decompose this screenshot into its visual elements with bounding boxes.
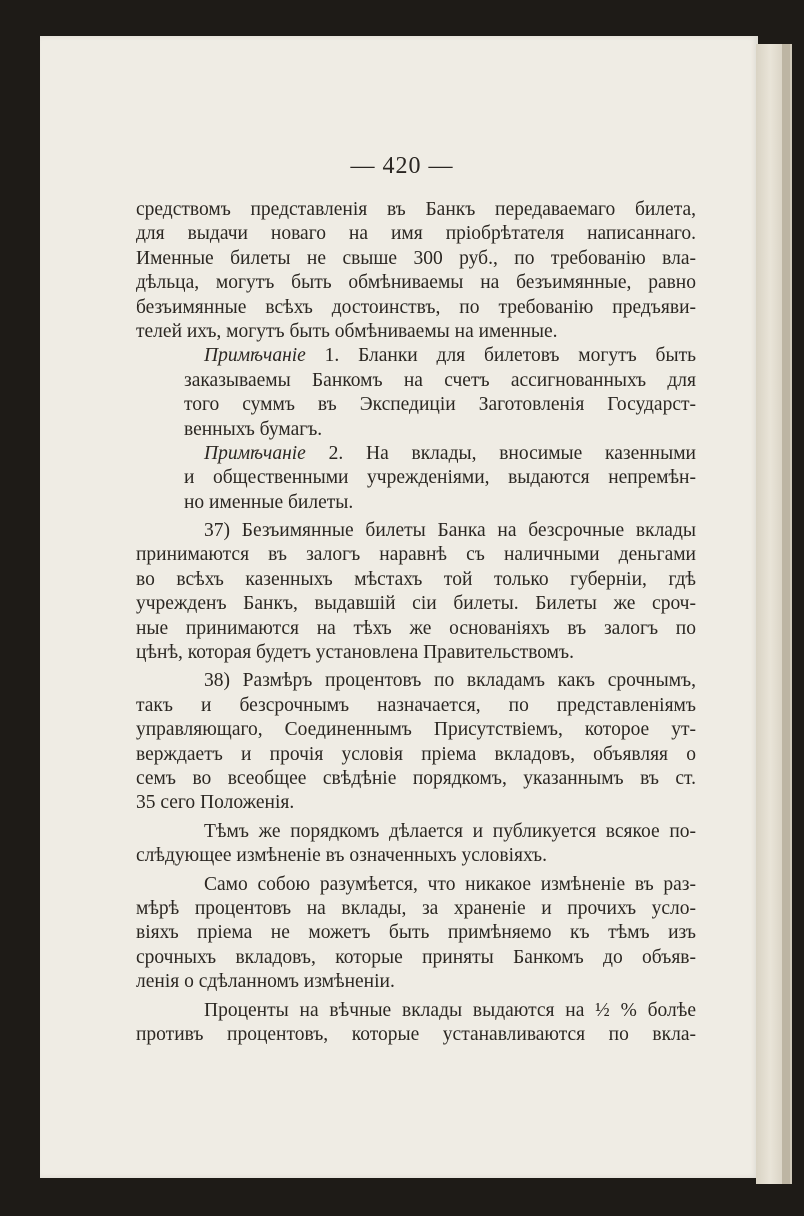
text-line: учрежденъ Банкъ, выдавшій сіи билеты. Билеты же сроч-	[136, 593, 696, 615]
text-line: безъимянные всѣхъ достоинствъ, по требованію предъяви-	[136, 296, 696, 318]
text-line: во всѣхъ казенныхъ мѣстахъ той только губерніи, гдѣ	[136, 568, 696, 590]
text-line: 35 сего Положенія.	[136, 792, 295, 814]
text-line: семъ во всеобщее свѣдѣніе порядкомъ, указаннымъ въ ст.	[136, 767, 696, 789]
text-line: Само собою разумѣется, что никакое измѣненіе въ раз-	[204, 873, 696, 895]
text-line: венныхъ бумагъ.	[184, 418, 323, 440]
text-line: мѣрѣ процентовъ на вклады, за храненіе и прочихъ усло-	[136, 897, 696, 919]
text-line: срочныхъ вкладовъ, которые приняты Банкомъ до объяв-	[136, 946, 696, 968]
body-text	[136, 198, 696, 1047]
page-number: — 420 —	[350, 153, 454, 179]
text-line: Проценты на вѣчные вклады выдаются на ½ % болѣе	[204, 999, 696, 1021]
text-line: управляющаго, Соединеннымъ Присутствіемъ, которое ут-	[136, 719, 696, 741]
text-line: 37) Безъимянные билеты Банка на безсрочные вклады	[204, 520, 696, 542]
text-line: Тѣмъ же порядкомъ дѣлается и публикуется всякое по-	[204, 820, 696, 842]
text-line: цѣнѣ, которая будетъ установлена Правительствомъ.	[136, 642, 574, 664]
note-label: Примѣчаніе	[204, 345, 306, 367]
note-text: 1. Бланки для билетовъ могутъ быть	[324, 345, 696, 367]
text-line: дѣльца, могутъ быть обмѣниваемы на безъимянные, равно	[136, 272, 696, 294]
text-line: принимаются въ залогъ наравнѣ съ наличными деньгами	[136, 544, 696, 566]
note-label: Примѣчаніе	[204, 442, 306, 464]
text-line: средствомъ представленія въ Банкъ передаваемаго билета,	[136, 199, 696, 220]
text-line: и общественными учрежденіями, выдаются непремѣн-	[184, 467, 696, 489]
note-text: 2. На вклады, вносимые казенными	[328, 442, 696, 464]
note-line	[136, 344, 696, 368]
text-line: верждаетъ и прочія условія пріема вкладовъ, объявляя о	[136, 743, 696, 765]
text-line: ленія о сдѣланномъ измѣненіи.	[136, 971, 395, 993]
text-line: Именные билеты не свыше 300 руб., по требованію вла-	[136, 247, 696, 269]
text-line: 38) Размѣръ процентовъ по вкладамъ какъ срочнымъ,	[204, 670, 696, 692]
text-line: ные принимаются на тѣхъ же основаніяхъ въ залогъ по	[136, 617, 696, 639]
text-line: слѣдующее измѣненіе въ означенныхъ условіяхъ.	[136, 845, 547, 867]
text-line: но именные билеты.	[184, 491, 354, 513]
text-line: того суммъ въ Экспедиціи Заготовленія Государст-	[184, 394, 696, 416]
page-edge-shadow	[782, 44, 790, 1184]
text-line: противъ процентовъ, которые устанавливаются по вкла-	[136, 1023, 696, 1045]
note-line	[136, 442, 696, 466]
text-line: телей ихъ, могутъ быть обмѣниваемы на именные.	[136, 320, 558, 342]
text-line: такъ и безсрочнымъ назначается, по представленіямъ	[136, 694, 696, 716]
text-line: віяхъ пріема не можетъ быть примѣняемо къ тѣмъ изъ	[136, 922, 696, 944]
text-line: заказываемы Банкомъ на счетъ ассигнованныхъ для	[184, 369, 696, 391]
text-line: для выдачи новаго на имя пріобрѣтателя написаннаго.	[136, 223, 696, 245]
